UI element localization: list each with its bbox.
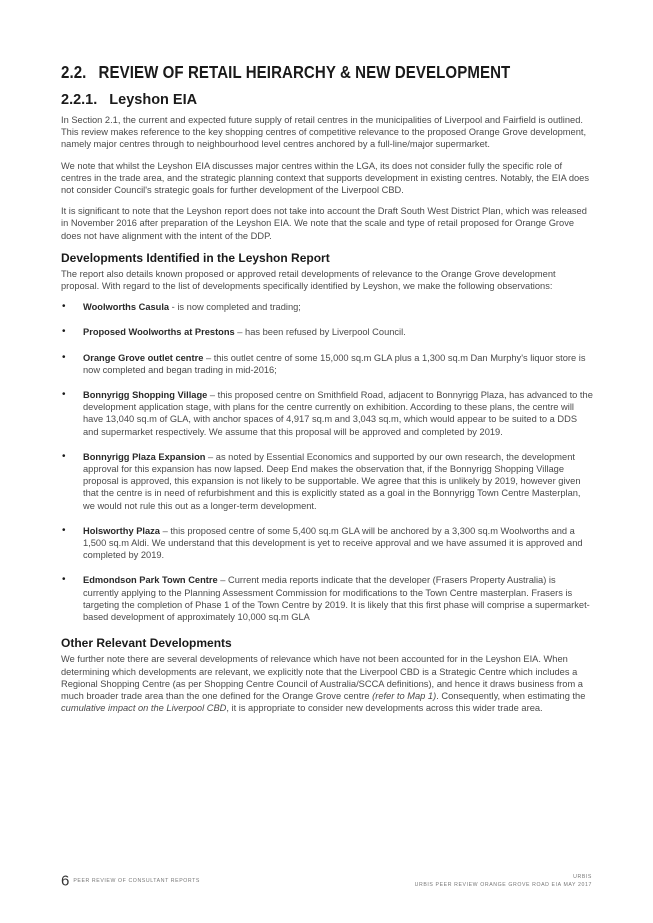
section-heading	[61, 62, 519, 84]
development-text: – this proposed centre on Smithfield Road, adjacent to Bonnyrigg Plaza, has advanced to the development application stage, with plans for the centre currently on exhibition. According to these plans, the centre will have 13,040 sq.m of GLA, with anchor spaces of 4,917 sq.m and 3,043 sq.m, which would appear to be suited to a DDS and supermarket respectively. We assume that this proposal will be approved and completed by 2019.	[83, 390, 593, 437]
map-reference: (refer to Map 1)	[372, 690, 437, 701]
development-item	[61, 326, 593, 338]
bullet-icon: •	[62, 351, 66, 363]
bullet-icon: •	[62, 450, 66, 462]
development-name: Holsworthy Plaza	[83, 525, 160, 536]
development-name: Orange Grove outlet centre	[83, 352, 204, 363]
paragraph-text: , it is appropriate to consider new developments across this wider trade area.	[226, 703, 543, 714]
bullet-icon: •	[62, 389, 66, 401]
developments-list	[61, 301, 593, 623]
footer-brand: URBIS	[573, 874, 592, 880]
cumulative-impact-term: cumulative impact on the Liverpool CBD	[61, 703, 227, 714]
other-developments-paragraph	[61, 653, 593, 714]
bullet-icon: •	[62, 574, 66, 586]
development-item	[61, 525, 593, 562]
developments-heading: Developments Identified in the Leyshon Report	[61, 250, 330, 265]
intro-paragraph: We note that whilst the Leyshon EIA discusses major centres within the LGA, its does not consider fully the specific role of centres in the trade area, and the strategic planning context that supports development in existing centres. Notably, the EIA does not consider Council's strategic goals for further development of the Liverpool CBD.	[61, 160, 590, 196]
footer-left	[61, 872, 200, 890]
development-name: Proposed Woolworths at Prestons	[83, 327, 235, 338]
paragraph-text: We further note there are several developments of relevance which have not been accounted for in the Leyshon EIA. When determining which developments are relevant, we explicitly note that the Liverpool CBD is a Strategic Centre which includes a Regional Shopping Centre (as per Shopping Centre Council of Australia/SCCA definitions), and hence it draws business from a much broader trade area than the one defined for the Orange Grove centre	[61, 654, 583, 701]
bullet-icon: •	[62, 301, 66, 313]
developments-intro: The report also details known proposed or approved retail developments of relevance to the Orange Grove development proposal. With regard to the list of developments specifically identified by Leyshon, we make the following observations:	[61, 268, 556, 292]
development-item	[61, 451, 593, 512]
intro-paragraph: In Section 2.1, the current and expected future supply of retail centres in the municipalities of Liverpool and Fairfield is outlined. This review makes reference to the key shopping centres of competitive relevance to the proposed Orange Grove development, namely major centres through to neighbourhood level centres anchored by a full-line/major supermarket.	[61, 115, 587, 150]
footer-section-label: PEER REVIEW OF CONSULTANT REPORTS	[73, 877, 200, 884]
development-text: - is now completed and trading;	[169, 302, 301, 313]
development-text: – this outlet centre of some 15,000 sq.m GLA plus a 1,300 sq.m Dan Murphy's liquor store is now completed and began trading in mid-2016;	[83, 352, 586, 375]
other-developments-heading: Other Relevant Developments	[61, 636, 232, 651]
development-name: Bonnyrigg Shopping Village	[83, 390, 208, 401]
footer-report-label: URBIS PEER REVIEW ORANGE GROVE ROAD EIA MAY 2017	[414, 882, 592, 888]
bullet-icon: •	[62, 524, 66, 536]
development-item	[61, 574, 593, 623]
section-number: 2.2.	[61, 62, 87, 82]
development-text: – has been refused by Liverpool Council.	[234, 327, 406, 338]
bullet-icon: •	[62, 326, 66, 338]
paragraph-text: . Consequently, when estimating the	[436, 690, 586, 701]
document-page	[61, 62, 593, 723]
development-item	[61, 389, 593, 438]
section-title: REVIEW OF RETAIL HEIRARCHY & NEW DEVELOPMENT	[98, 62, 511, 82]
subsection-title: Leyshon EIA	[109, 92, 198, 108]
subsection-number: 2.2.1.	[61, 92, 98, 108]
development-text: – this proposed centre of some 5,400 sq.m GLA will be anchored by a 3,300 sq.m Woolworths and a 1,500 sq.m Aldi. We understand that this development is yet to receive approval and we have assumed it is approved and completed by 2019.	[83, 525, 583, 561]
page-number: 6	[61, 872, 70, 890]
development-name: Bonnyrigg Plaza Expansion	[83, 451, 206, 462]
development-name: Edmondson Park Town Centre	[83, 575, 218, 586]
subsection-heading	[61, 92, 593, 108]
development-item	[61, 352, 593, 376]
intro-paragraph: It is significant to note that the Leyshon report does not take into account the Draft South West District Plan, which was released in November 2016 after preparation of the Leyshon EIA. We note that the scale and type of retail proposed for Orange Grove does not have alignment with the intent of the DDP.	[61, 206, 587, 241]
development-text: – as noted by Essential Economics and supported by our own research, the development approval for this expansion has now lapsed. Deep End makes the observation that, if the Bonnyrigg Shopping Village proposal is approved, this expansion is not likely to be supportable. We agree that this is unlikely by 2019, however given that the centre is in need of refurbishment and this is explicitly stated as a goal in the Bonnyrigg Town Centre Masterplan, we would not rule this out as a longer-term development.	[83, 451, 581, 511]
footer-right	[415, 873, 592, 889]
development-item	[61, 301, 593, 313]
development-text: – Current media reports indicate that the developer (Frasers Property Australia) is currently applying to the Planning Assessment Commission for modifications to the Town Centre masterplan. Frasers is targeting the completion of Phase 1 of the Town Centre by 2019. It is likely that this first phase will comprise a supermarket-based development of approximately 10,000 sq.m GLA	[83, 575, 590, 623]
development-name: Woolworths Casula	[83, 302, 170, 313]
